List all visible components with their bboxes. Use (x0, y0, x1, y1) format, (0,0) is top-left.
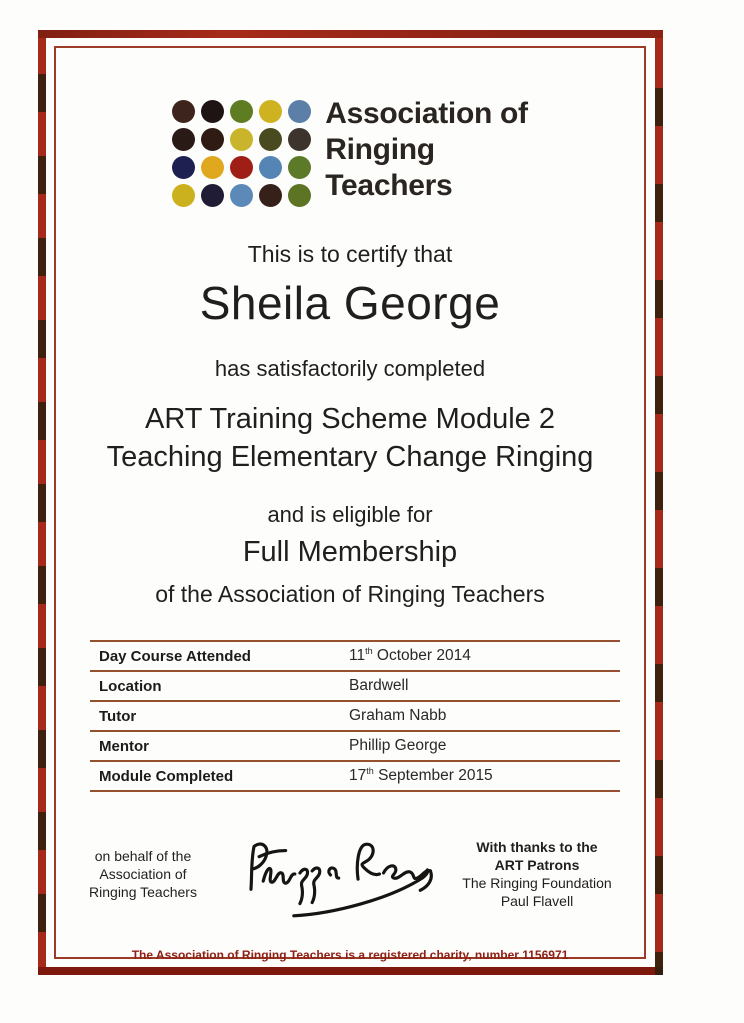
border-right-edge (655, 30, 663, 975)
logo-dot (288, 100, 311, 123)
row-value: Phillip George (349, 737, 447, 754)
logo-dot (288, 184, 311, 207)
logo-dot (201, 128, 224, 151)
table-row-mentor (90, 730, 620, 760)
table-row-location (90, 670, 620, 700)
logo-dot (230, 128, 253, 151)
logo-dot (172, 100, 195, 123)
completed-line: has satisfactorily completed (214, 356, 486, 381)
module-title (107, 400, 594, 476)
logo-dot-grid (172, 96, 311, 207)
logo-title-line3: Teachers (325, 169, 453, 202)
logo-title (325, 96, 528, 204)
logo-dot (201, 100, 224, 123)
logo-dot (172, 156, 195, 179)
row-label: Tutor (99, 707, 137, 725)
table-row-module-completed (90, 760, 620, 792)
membership-level: Full Membership (242, 536, 458, 568)
logo-dot (259, 100, 282, 123)
membership-of-line: of the Association of Ringing Teachers (155, 581, 545, 607)
logo-dot (288, 128, 311, 151)
logo-title-line2: Ringing (325, 133, 435, 166)
details-table (90, 640, 620, 792)
logo-dot (201, 184, 224, 207)
logo-title-line1: Association of (325, 97, 528, 130)
certificate-inner-border (54, 46, 646, 962)
row-label: Module Completed (99, 767, 234, 785)
row-value: Graham Nabb (349, 707, 447, 724)
row-label: Mentor (99, 737, 149, 755)
logo-dot (230, 100, 253, 123)
table-row-day-course (90, 640, 620, 670)
logo-dot (201, 156, 224, 179)
certificate-border (38, 30, 663, 975)
on-behalf-text: on behalf of the Association of Ringing Teachers (89, 848, 197, 900)
row-value: 17th September 2015 (349, 765, 493, 784)
thanks-text: With thanks to the ART Patrons The Ringing Foundation Paul Flavell (462, 839, 612, 909)
charity-registration-line: The Association of Ringing Teachers is a registered charity, number 1156971 (131, 948, 569, 962)
border-bottom-edge (38, 967, 663, 975)
logo-dot (259, 156, 282, 179)
logo-dot (288, 156, 311, 179)
module-title-line2: Teaching Elementary Change Ringing (106, 441, 594, 473)
certify-line: This is to certify that (247, 241, 453, 267)
signature-drawing (220, 822, 440, 926)
logo-dot (230, 156, 253, 179)
signature (220, 822, 440, 926)
module-title-line1: ART Training Scheme Module 2 (145, 403, 555, 435)
table-row-tutor (90, 700, 620, 730)
recipient-name: Sheila George (199, 277, 501, 329)
row-value: 11th October 2014 (349, 645, 471, 664)
row-value: Bardwell (349, 677, 409, 694)
row-label: Location (99, 677, 162, 695)
border-top-edge (38, 30, 663, 38)
row-label: Day Course Attended (99, 647, 251, 665)
eligible-line: and is eligible for (267, 502, 433, 527)
logo-dot (259, 184, 282, 207)
logo-dot (259, 128, 282, 151)
border-left-edge (38, 30, 46, 975)
signature-section (74, 822, 626, 926)
art-logo (172, 96, 528, 207)
logo-dot (230, 184, 253, 207)
logo-dot (172, 128, 195, 151)
logo-dot (172, 184, 195, 207)
